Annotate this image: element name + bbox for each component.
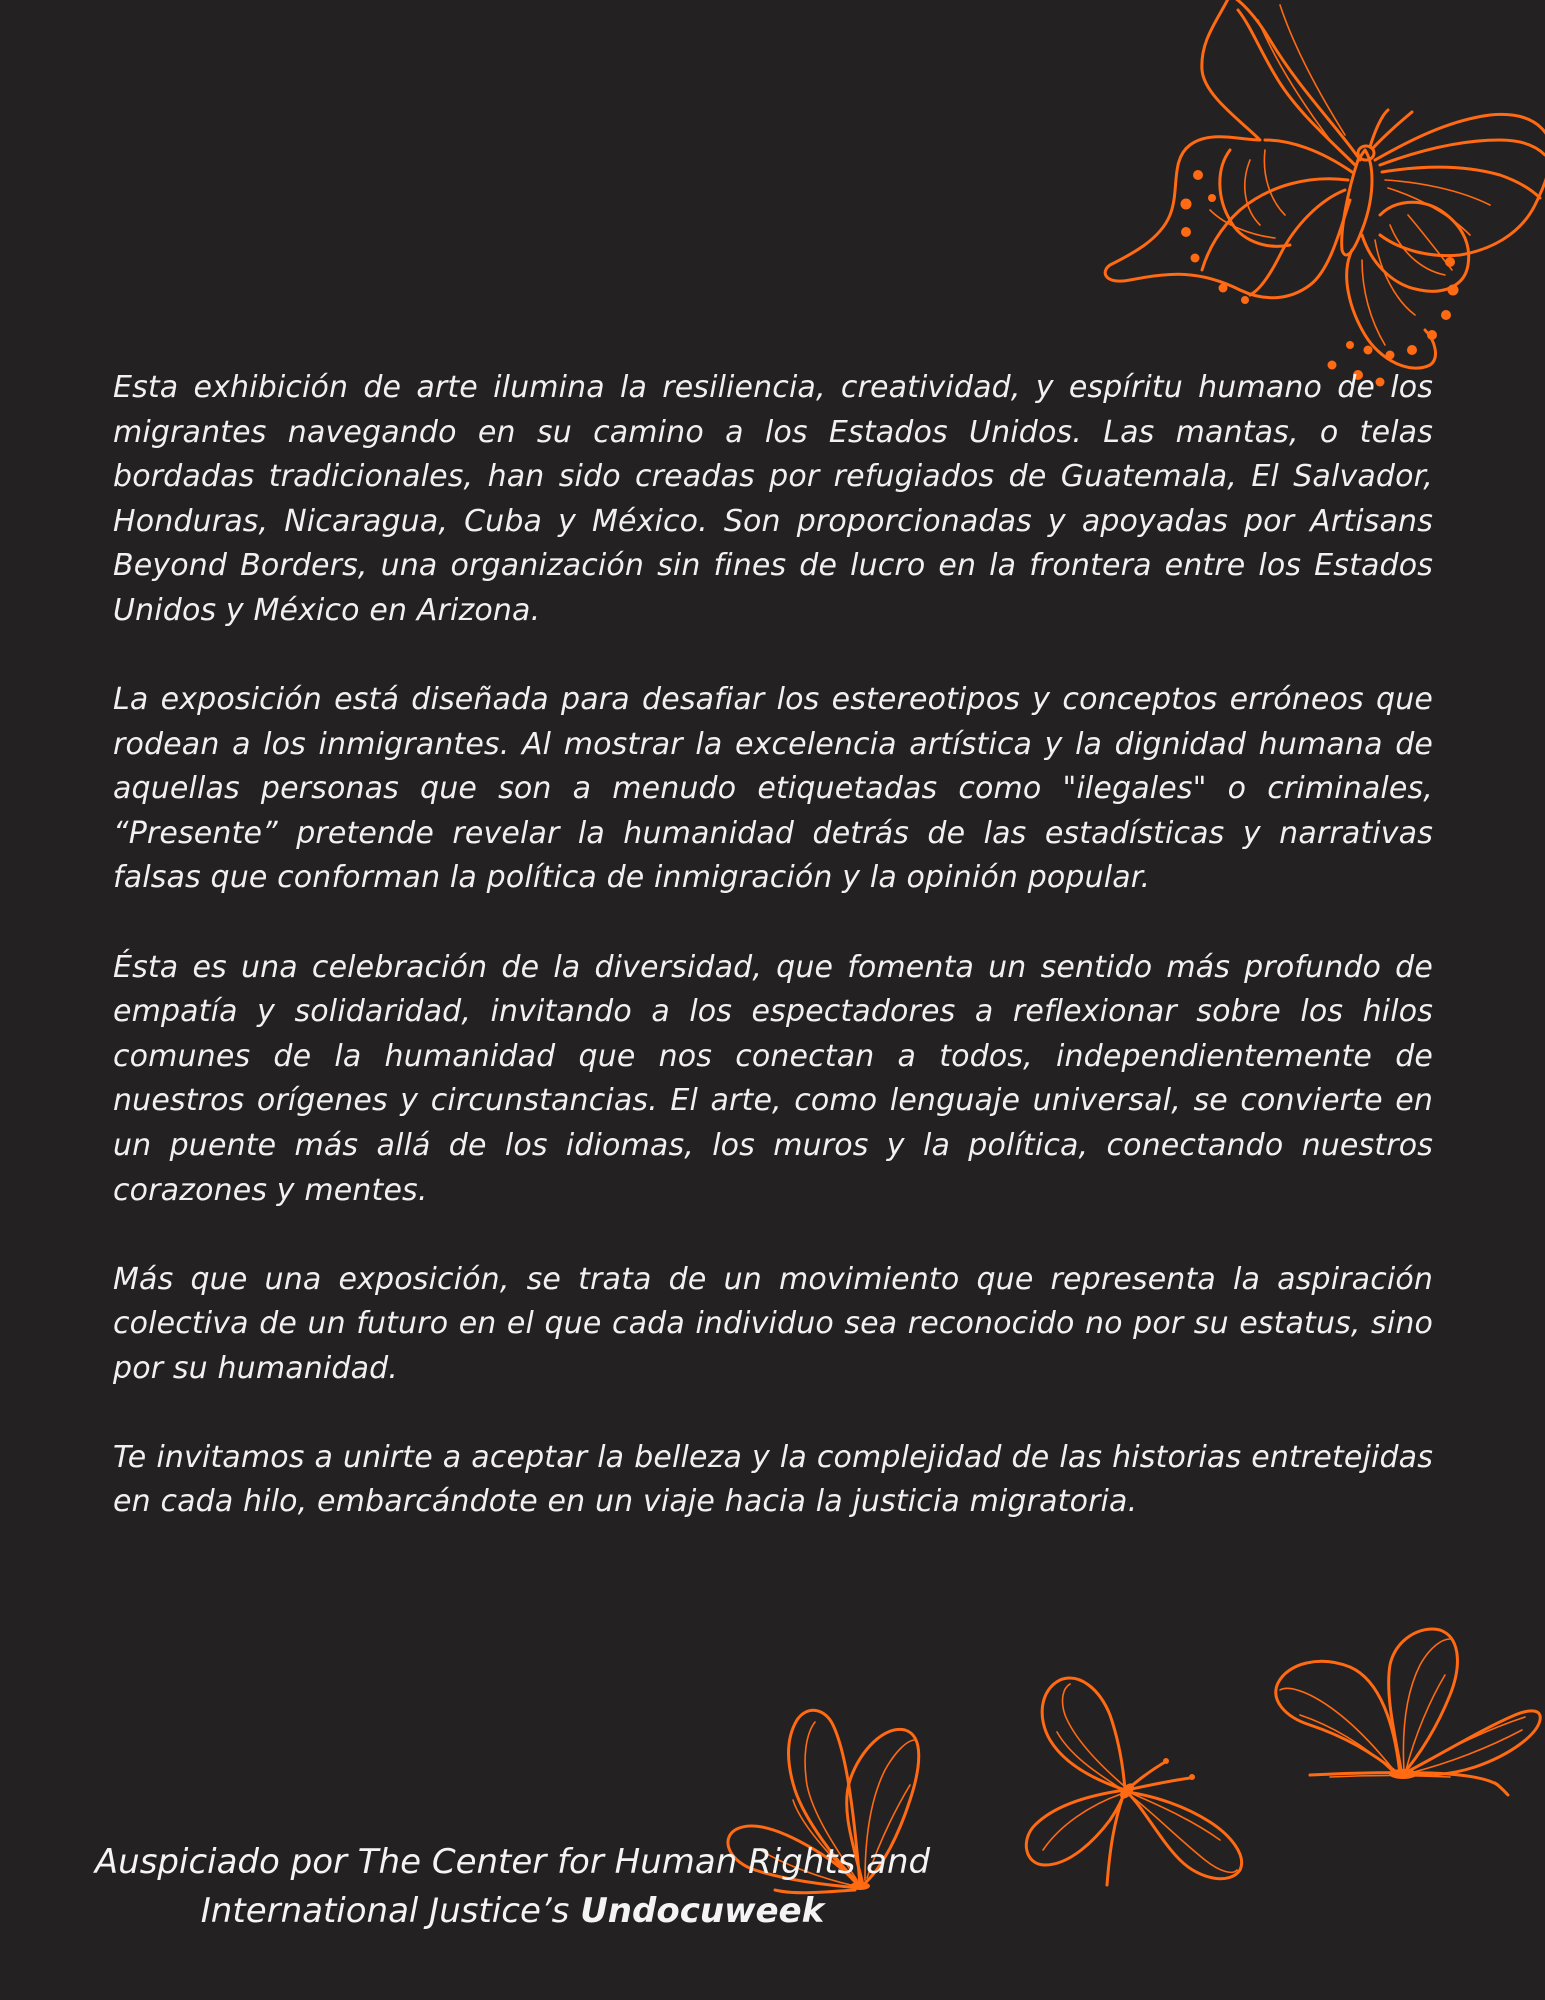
butterfly-icon	[1015, 1670, 1245, 1900]
paragraph: Ésta es una celebración de la diversidad, que fomenta un sentido más profundo de empatía y solidaridad, invitando a los espectadores a reflexionar sobre los hilos comunes de la humanidad que nos conectan a todos, independientemente de nuestros orígenes y circunstancias. El arte, como lenguaje universal, se convierte en un puente más allá de los idiomas, los muros y la política, conectando nuestros corazones y mentes.	[113, 949, 1433, 1208]
exhibition-description	[113, 366, 1433, 1570]
butterfly-icon	[1270, 1625, 1545, 1795]
paragraph: Te invitamos a unirte a aceptar la belleza y la complejidad de las historias entretejidas en cada hilo, embarcándote en un viaje hacia la justicia migratoria.	[113, 1439, 1433, 1520]
paragraph: Más que una exposición, se trata de un movimiento que representa la aspiración colectiva de un futuro en el que cada individuo sea reconocido no por su estatus, sino por su humanidad.	[113, 1261, 1433, 1386]
undocuweek-label: Undocuweek	[580, 1891, 825, 1931]
sponsor-credit	[60, 1838, 965, 1936]
credit-line-2-prefix: International Justice’s	[200, 1891, 581, 1931]
paragraph: Esta exhibición de arte ilumina la resiliencia, creatividad, y espíritu humano de los migrantes navegando en su camino a los Estados Unidos. Las mantas, o telas bordadas tradicionales, han sido creadas por refugiados de Guatemala, El Salvador, Honduras, Nicaragua, Cuba y México. Son proporcionadas y apoyadas por Artisans Beyond Borders, una organización sin fines de lucro en la frontera entre los Estados Unidos y México en Arizona.	[113, 370, 1433, 628]
butterfly-icon	[1090, 0, 1545, 390]
credit-line-1: Auspiciado por The Center for Human Rights and	[94, 1842, 931, 1882]
paragraph: La exposición está diseñada para desafiar los estereotipos y conceptos erróneos que rodean a los inmigrantes. Al mostrar la excelencia artística y la dignidad humana de aquellas personas que son a menudo etiquetadas como "ilegales" o criminales, “Presente” pretende revelar la humanidad detrás de las estadísticas y narrativas falsas que conforman la política de inmigración y la opinión popular.	[113, 682, 1433, 896]
credit-line-2	[60, 1887, 965, 1936]
